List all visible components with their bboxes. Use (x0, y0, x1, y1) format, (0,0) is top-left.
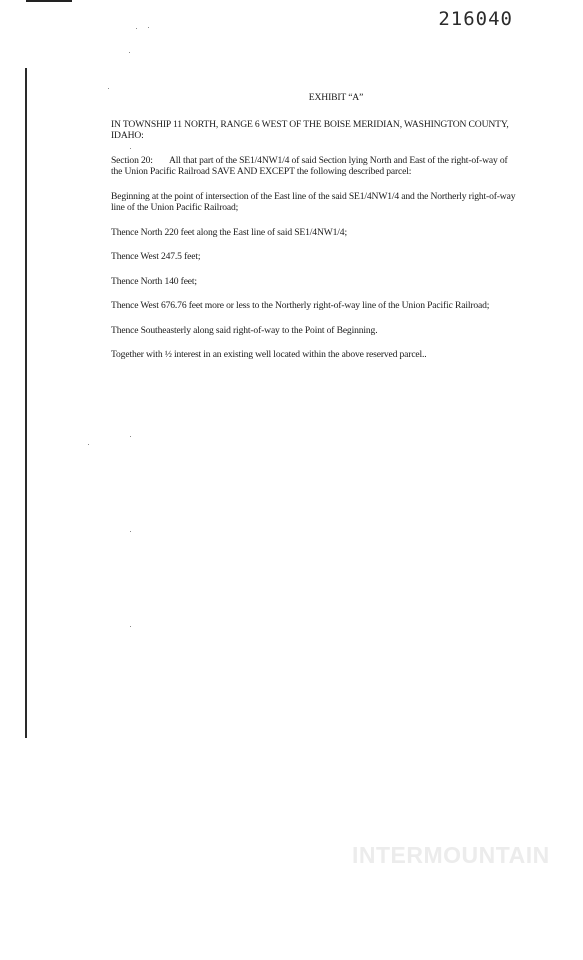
left-margin-bar (25, 68, 27, 738)
legal-description (111, 92, 516, 374)
paragraph-thence-west-247: Thence West 247.5 feet; (111, 251, 201, 262)
document-number: 216040 (438, 8, 513, 30)
top-edge-rule (26, 0, 72, 2)
paragraph-thence-north-140: Thence North 140 feet; (111, 275, 197, 287)
scan-speck (130, 531, 131, 532)
exhibit-title: EXHIBIT “A” (308, 92, 364, 103)
scan-speck (130, 436, 131, 437)
scan-speck (130, 626, 131, 627)
scan-speck (148, 27, 149, 28)
section-label: Section 20: (111, 154, 153, 166)
paragraph-thence-north-220: Thence North 220 feet along the East line of said SE1/4NW1/4; (111, 226, 347, 238)
paragraph-beginning: Beginning at the point of intersection of the East line of the said SE1/4NW1/4 and the Northerly right-of-way line of the Union Pacific Railroad; (111, 190, 516, 213)
section-text: All that part of the SE1/4NW1/4 of said Section lying North and East of the right-of-way of the Union Pacific Railroad SAVE AND EXCEPT the following described parcel: (111, 154, 508, 177)
scan-speck (88, 444, 89, 445)
paragraph-thence-southeasterly: Thence Southeasterly along said right-of-way to the Point of Beginning. (111, 324, 378, 336)
scan-speck (108, 88, 109, 89)
scan-speck (136, 28, 137, 29)
watermark: INTERMOUNTAIN (352, 842, 550, 868)
paragraph-thence-west-676: Thence West 676.76 feet more or less to the Northerly right-of-way line of the Union Pacific Railroad; (111, 300, 490, 311)
scan-speck (129, 52, 130, 53)
paragraph-well-interest: Together with ½ interest in an existing well located within the above reserved parcel.. (111, 349, 427, 360)
section-description (111, 155, 516, 178)
township-heading: IN TOWNSHIP 11 NORTH, RANGE 6 WEST OF THE BOISE MERIDIAN, WASHINGTON COUNTY, IDAHO: (111, 118, 509, 141)
